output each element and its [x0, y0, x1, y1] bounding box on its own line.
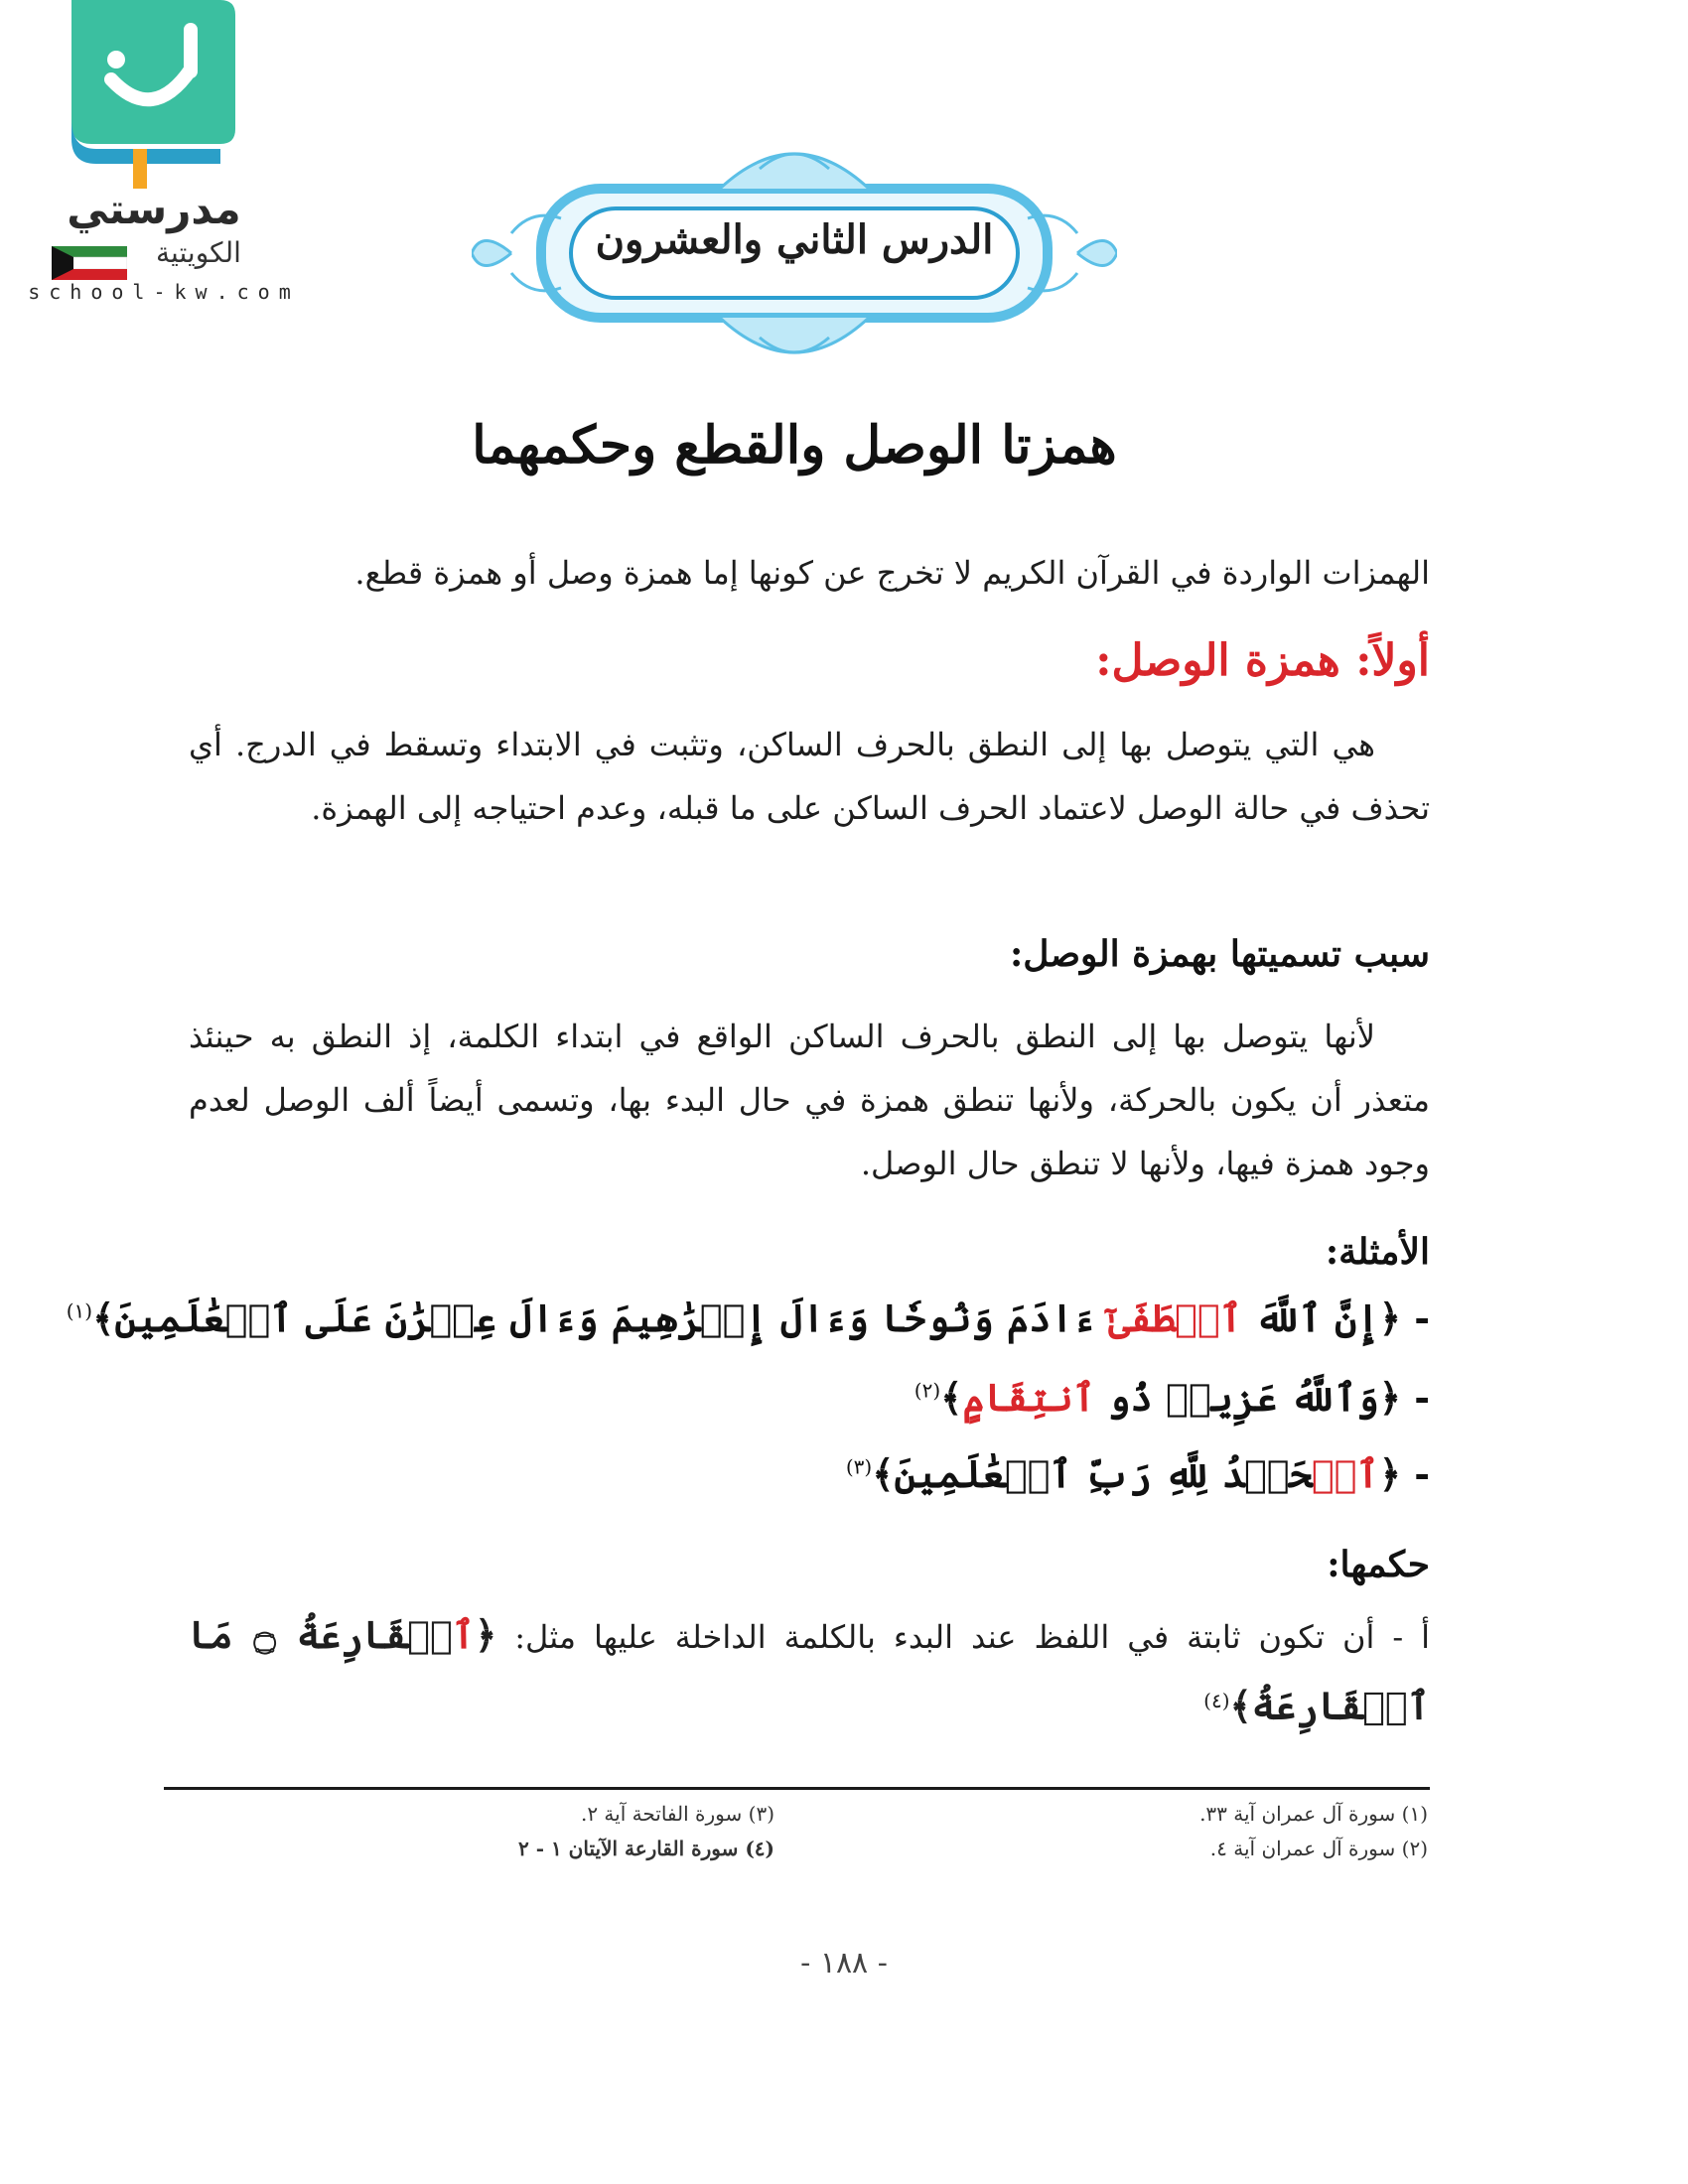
- hamzat-wasl-highlight: ٱ: [452, 1612, 476, 1657]
- example-verse-1: - ﴿إِنَّ ٱللَّهَ ٱصۡطَفَىٰٓ ءَادَمَ وَنُوحٗا وَءَالَ إِبۡرَٰهِيمَ وَءَالَ عِمۡرَٰنَ عَلَى ٱلۡعَٰلَمِينَ﴾$^{(١)}$: [66, 1296, 1430, 1340]
- page-title: همزتا الوصل والقطع وحكمهما: [472, 415, 1117, 476]
- logo-url: school-kw.com: [28, 280, 300, 304]
- logo-name: مدرستي: [67, 185, 241, 233]
- page-number: - ١٨٨ -: [800, 1946, 888, 1980]
- example-verse-3: - ﴿ٱلۡحَمۡدُ لِلَّهِ رَبِّ ٱلۡعَٰلَمِينَ﴾$^{(٣)}$: [845, 1451, 1430, 1496]
- footnote-2: (٢) سورة آل عمران آية ٤.: [1209, 1837, 1428, 1860]
- footnote-3: (٣) سورة الفاتحة آية ٢.: [580, 1802, 774, 1826]
- footnote-ref: (٤): [1203, 1689, 1230, 1712]
- kuwait-flag-icon: [52, 246, 127, 280]
- logo-subtitle: الكويتية: [156, 236, 241, 269]
- intro-paragraph: الهمزات الواردة في القرآن الكريم لا تخرج عن كونها إما همزة وصل أو همزة قطع.: [354, 554, 1430, 592]
- footnote-divider: [164, 1787, 1430, 1790]
- hamzat-wasl-highlight: ٱصۡطَفَىٰٓ: [1108, 1296, 1242, 1340]
- logo-book-icon: [71, 0, 240, 189]
- examples-heading: الأمثلة:: [1325, 1231, 1430, 1273]
- hamzat-wasl-highlight: ٱنتِقَامٍ: [962, 1375, 1096, 1420]
- footnote-ref: (٣): [845, 1454, 873, 1479]
- footnote-ref: (١): [66, 1298, 93, 1323]
- lesson-banner-title: الدرس الثاني والعشرون: [595, 216, 994, 263]
- footnote-1: (١) سورة آل عمران آية ٣٣.: [1199, 1802, 1428, 1826]
- example-verse-2: - ﴿وَٱللَّهُ عَزِيزٞ ذُو ٱنتِقَامٍ﴾$^{(٢)}$: [914, 1375, 1430, 1420]
- definition-paragraph: هي التي يتوصل بها إلى النطق بالحرف الساكن، وتثبت في الابتداء وتسقط في الدرج. أي تحذف في حالة الوصل لاعتماد الحرف الساكن على ما قبله، وعدم احتياجه إلى الهمزة.: [189, 726, 1430, 827]
- reason-paragraph: لأنها يتوصل بها إلى النطق بالحرف الساكن الواقع في ابتداء الكلمة، إذ النطق به حينئذ متعذر أن يكون بالحركة، ولأنها تنطق همزة في حال البدء بها، وتسمى أيضاً ألف الوصل لعدم وجود همزة فيها، ولأنها لا تنطق حال الوصل.: [189, 1018, 1431, 1182]
- school-logo: [0, 0, 318, 308]
- hamzat-wasl-highlight: ٱلۡ: [1311, 1451, 1379, 1496]
- footnote-ref: (٢): [914, 1378, 941, 1403]
- section-heading-wasl: أولاً: همزة الوصل:: [1095, 635, 1430, 686]
- reason-heading: سبب تسميتها بهمزة الوصل:: [1009, 933, 1430, 975]
- footnote-4: (٤) سورة القارعة الآيتان ١ - ٢: [517, 1837, 774, 1860]
- ruling-a-paragraph: أ - أن تكون ثابتة في اللفظ عند البدء بالكلمة الداخلة عليها مثل: ﴿ٱلۡقَارِعَةُ ۝ مَا ٱلۡقَارِعَةُ﴾$^{(٤)}$: [189, 1612, 1431, 1728]
- ruling-heading: حكمها:: [1327, 1544, 1430, 1585]
